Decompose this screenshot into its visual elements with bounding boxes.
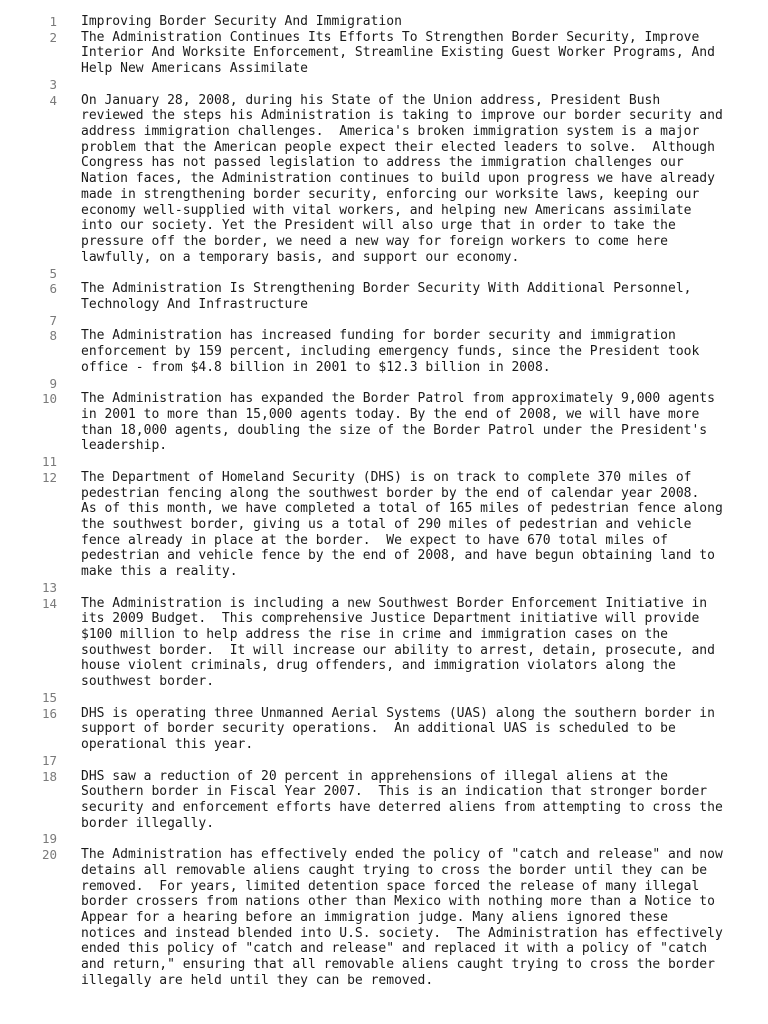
line-number: 10	[41, 391, 57, 407]
line-text: The Administration Continues Its Efforts To Strengthen Border Security, Improve	[81, 29, 700, 45]
document-line	[0, 93, 768, 109]
line-number: 16	[41, 705, 57, 721]
document-line	[0, 941, 768, 957]
document-line	[0, 14, 768, 30]
line-text: Nation faces, the Administration continues to build upon progress we have already	[81, 171, 715, 187]
document-line	[0, 470, 768, 486]
document-line	[0, 297, 768, 313]
line-number: 4	[49, 92, 57, 108]
line-text: DHS is operating three Unmanned Aerial Systems (UAS) along the southern border in	[81, 705, 715, 721]
document-line	[0, 926, 768, 942]
document-line	[0, 769, 768, 785]
document-line	[0, 454, 768, 470]
document-line	[0, 784, 768, 800]
document-line	[0, 690, 768, 706]
document-line	[0, 658, 768, 674]
line-text: support of border security operations. An additional UAS is scheduled to be	[81, 721, 676, 737]
document-line	[0, 580, 768, 596]
document-line	[0, 643, 768, 659]
line-text: in 2001 to more than 15,000 agents today. By the end of 2008, we will have more	[81, 406, 700, 422]
line-number: 17	[41, 752, 57, 768]
line-text: made in strengthening border security, enforcing our worksite laws, keeping our	[81, 186, 700, 202]
line-text: border crossers from nations other than Mexico with nothing more than a Notice to	[81, 894, 715, 910]
document-line	[0, 533, 768, 549]
line-text: Appear for a hearing before an immigration judge. Many aliens ignored these	[81, 909, 668, 925]
document-line	[0, 596, 768, 612]
document-line	[0, 674, 768, 690]
line-text: Help New Americans Assimilate	[81, 61, 308, 77]
line-text: leadership.	[81, 438, 168, 454]
document-line	[0, 957, 768, 973]
line-text: On January 28, 2008, during his State of the Union address, President Bush	[81, 92, 661, 108]
document-line	[0, 313, 768, 329]
line-text: $100 million to help address the rise in crime and immigration cases on the	[81, 627, 668, 643]
document-line	[0, 423, 768, 439]
line-number: 9	[49, 375, 57, 391]
document-line	[0, 847, 768, 863]
document-line	[0, 45, 768, 61]
document-line	[0, 376, 768, 392]
line-number: 11	[41, 454, 57, 470]
document-line	[0, 816, 768, 832]
line-text: house violent criminals, drug offenders, and immigration violators along the	[81, 658, 676, 674]
document-line	[0, 108, 768, 124]
document-line	[0, 517, 768, 533]
line-text: Congress has not passed legislation to address the immigration challenges our	[81, 155, 684, 171]
document-line	[0, 831, 768, 847]
line-number: 15	[41, 689, 57, 705]
line-text: ended this policy of "catch and release" and replaced it with a policy of "catch	[81, 941, 708, 957]
line-number: 14	[41, 595, 57, 611]
document-line	[0, 328, 768, 344]
line-text: removed. For years, limited detention space forced the release of many illegal	[81, 878, 700, 894]
line-text: than 18,000 agents, doubling the size of the Border Patrol under the President's	[81, 422, 708, 438]
line-number: 20	[41, 847, 57, 863]
document-line	[0, 171, 768, 187]
line-text: illegally are held until they can be removed.	[81, 972, 434, 988]
line-text: Improving Border Security And Immigration	[81, 14, 402, 29]
line-text: fence already in place at the border. We expect to have 670 total miles of	[81, 532, 668, 548]
line-text: pedestrian and vehicle fence by the end of 2008, and have begun obtaining land to	[81, 548, 715, 564]
line-text: its 2009 Budget. This comprehensive Justice Department initiative will provide	[81, 611, 700, 627]
document-line	[0, 281, 768, 297]
document-line	[0, 753, 768, 769]
document-line	[0, 140, 768, 156]
document-line	[0, 250, 768, 266]
document-line	[0, 438, 768, 454]
line-text: The Administration has increased funding for border security and immigration	[81, 328, 676, 344]
line-number: 2	[49, 29, 57, 45]
line-text: Interior And Worksite Enforcement, Streamline Existing Guest Worker Programs, And	[81, 45, 715, 61]
document-line	[0, 894, 768, 910]
line-text: border illegally.	[81, 815, 215, 831]
line-text: reviewed the steps his Administration is taking to improve our border security and	[81, 108, 723, 124]
line-text: southwest border. It will increase our ability to arrest, detain, prosecute, and	[81, 642, 715, 658]
document-line	[0, 564, 768, 580]
line-text: Southern border in Fiscal Year 2007. This is an indication that stronger border	[81, 784, 708, 800]
line-text: economy well-supplied with vital workers, and helping new Americans assimilate	[81, 202, 692, 218]
line-text: The Department of Homeland Security (DHS) is on track to complete 370 miles of	[81, 469, 692, 485]
document-line	[0, 627, 768, 643]
line-text: The Administration has expanded the Border Patrol from approximately 9,000 agents	[81, 391, 715, 407]
line-text: southwest border.	[81, 674, 215, 690]
line-text: office - from $4.8 billion in 2001 to $12.3 billion in 2008.	[81, 359, 551, 375]
line-number: 6	[49, 281, 57, 297]
document-line	[0, 187, 768, 203]
line-text: make this a reality.	[81, 564, 238, 580]
document-line	[0, 737, 768, 753]
document-line	[0, 879, 768, 895]
line-text: the southwest border, giving us a total of 290 miles of pedestrian and vehicle	[81, 517, 692, 532]
document-line	[0, 155, 768, 171]
line-number: 8	[49, 328, 57, 344]
document-line	[0, 611, 768, 627]
document-line	[0, 973, 768, 989]
line-number: 3	[49, 76, 57, 92]
document-body	[0, 14, 768, 989]
document-line	[0, 30, 768, 46]
line-text: into our society. Yet the President will also urge that in order to take the	[81, 218, 676, 234]
line-number: 1	[49, 14, 57, 29]
line-text: pedestrian fencing along the southwest border by the end of calendar year 2008.	[81, 485, 700, 501]
line-text: enforcement by 159 percent, including emergency funds, since the President took	[81, 344, 700, 360]
document-line	[0, 360, 768, 376]
line-number: 19	[41, 831, 57, 847]
document-line	[0, 910, 768, 926]
document-line	[0, 548, 768, 564]
document-line	[0, 706, 768, 722]
line-text: security and enforcement efforts have deterred aliens from attempting to cross the	[81, 799, 723, 815]
line-text: As of this month, we have completed a total of 165 miles of pedestrian fence along	[81, 501, 723, 517]
document-line	[0, 721, 768, 737]
line-text: and return," ensuring that all removable aliens caught trying to cross the border	[81, 957, 715, 973]
line-number: 18	[41, 768, 57, 784]
line-number: 13	[41, 579, 57, 595]
line-text: The Administration Is Strengthening Border Security With Additional Personnel,	[81, 281, 692, 297]
document-line	[0, 501, 768, 517]
line-text: Technology And Infrastructure	[81, 296, 308, 312]
line-text: notices and instead blended into U.S. society. The Administration has effectively	[81, 925, 723, 941]
document-line	[0, 124, 768, 140]
line-text: detains all removable aliens caught trying to cross the border until they can be	[81, 862, 708, 878]
line-number: 7	[49, 312, 57, 328]
document-line	[0, 863, 768, 879]
line-number: 12	[41, 469, 57, 485]
document-line	[0, 203, 768, 219]
document-line	[0, 407, 768, 423]
document-line	[0, 234, 768, 250]
document-line	[0, 800, 768, 816]
document-line	[0, 266, 768, 282]
line-text: The Administration is including a new Southwest Border Enforcement Initiative in	[81, 595, 708, 611]
line-number: 5	[49, 265, 57, 281]
document-line	[0, 486, 768, 502]
line-text: problem that the American people expect their elected leaders to solve. Although	[81, 139, 715, 155]
line-text: operational this year.	[81, 737, 254, 753]
line-text: lawfully, on a temporary basis, and support our economy.	[81, 249, 520, 265]
document-line	[0, 391, 768, 407]
document-line	[0, 61, 768, 77]
line-text: address immigration challenges. America's broken immigration system is a major	[81, 124, 700, 140]
line-text: pressure off the border, we need a new way for foreign workers to come here	[81, 234, 668, 250]
line-text: The Administration has effectively ended the policy of "catch and release" and now	[81, 847, 723, 863]
document-line	[0, 77, 768, 93]
document-line	[0, 218, 768, 234]
line-text: DHS saw a reduction of 20 percent in apprehensions of illegal aliens at the	[81, 768, 668, 784]
document-line	[0, 344, 768, 360]
